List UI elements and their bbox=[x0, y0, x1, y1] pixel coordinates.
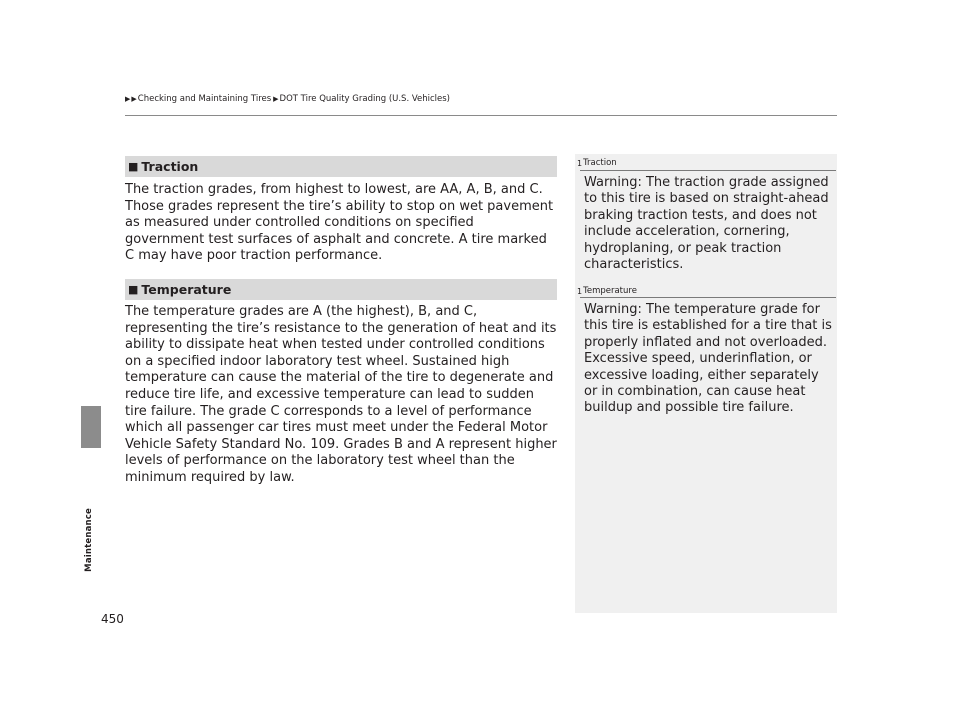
note-title-label: Traction bbox=[583, 158, 617, 168]
breadcrumb-item[interactable]: Checking and Maintaining Tires bbox=[137, 94, 272, 104]
note-rule bbox=[580, 297, 836, 298]
breadcrumb bbox=[125, 94, 450, 104]
note-title-traction bbox=[577, 158, 835, 168]
section-heading-label: Traction bbox=[141, 159, 199, 174]
triangle-right-icon: ▶ bbox=[273, 95, 279, 103]
section-body-temperature: The temperature grades are A (the highest), B, and C, representing the tire’s resistance to the generation of heat and its ability to dissipate heat when tested under controlled conditions on a specified indoor laboratory test wheel. Sustained high temperature can cause the material of the tire to degenerate and reduce tire life, and excessive temperature can lead to sudden tire failure. The grade C corresponds to a level of performance which all passenger car tires must meet under the Federal Motor Vehicle Safety Standard No. 109. Grades B and A represent higher levels of performance on the laboratory test wheel than the minimum required by law. bbox=[125, 304, 557, 485]
triangle-right-icon: ▶ bbox=[125, 95, 131, 103]
section-heading-traction bbox=[125, 156, 557, 177]
note-text-traction: Warning: The traction grade assigned to this tire is based on straight-ahead braking traction tests, and does not include acceleration, cornering, hydroplaning, or peak traction characteristics. bbox=[584, 175, 829, 273]
breadcrumb-item[interactable]: DOT Tire Quality Grading (U.S. Vehicles) bbox=[279, 94, 450, 104]
triangle-right-icon: ▶ bbox=[131, 95, 137, 103]
section-heading-label: Temperature bbox=[141, 282, 232, 297]
section-heading-temperature bbox=[125, 279, 557, 300]
section-body-traction: The traction grades, from highest to lowest, are AA, A, B, and C. Those grades represent the tire’s ability to stop on wet pavement as measured under controlled conditions on specified government test surfaces of asphalt and concrete. A tire marked C may have poor traction performance. bbox=[125, 182, 554, 264]
chapter-label: Maintenance bbox=[84, 508, 94, 572]
header-rule bbox=[125, 115, 837, 116]
note-rule bbox=[580, 170, 836, 171]
note-text-temperature: Warning: The temperature grade for this tire is established for a tire that is properly inflated and not overloaded. Excessive speed, underinflation, or excessive loading, either separately or in combination, can cause heat buildup and possible tire failure. bbox=[584, 302, 832, 416]
chapter-tab bbox=[81, 406, 101, 448]
page-number: 450 bbox=[101, 612, 124, 626]
square-bullet-icon: ■ bbox=[128, 160, 139, 173]
square-bullet-icon: ■ bbox=[128, 283, 139, 296]
note-reference-number: 1 bbox=[577, 286, 583, 296]
note-title-temperature bbox=[577, 286, 835, 296]
note-title-label: Temperature bbox=[583, 286, 637, 296]
note-reference-number: 1 bbox=[577, 158, 583, 168]
